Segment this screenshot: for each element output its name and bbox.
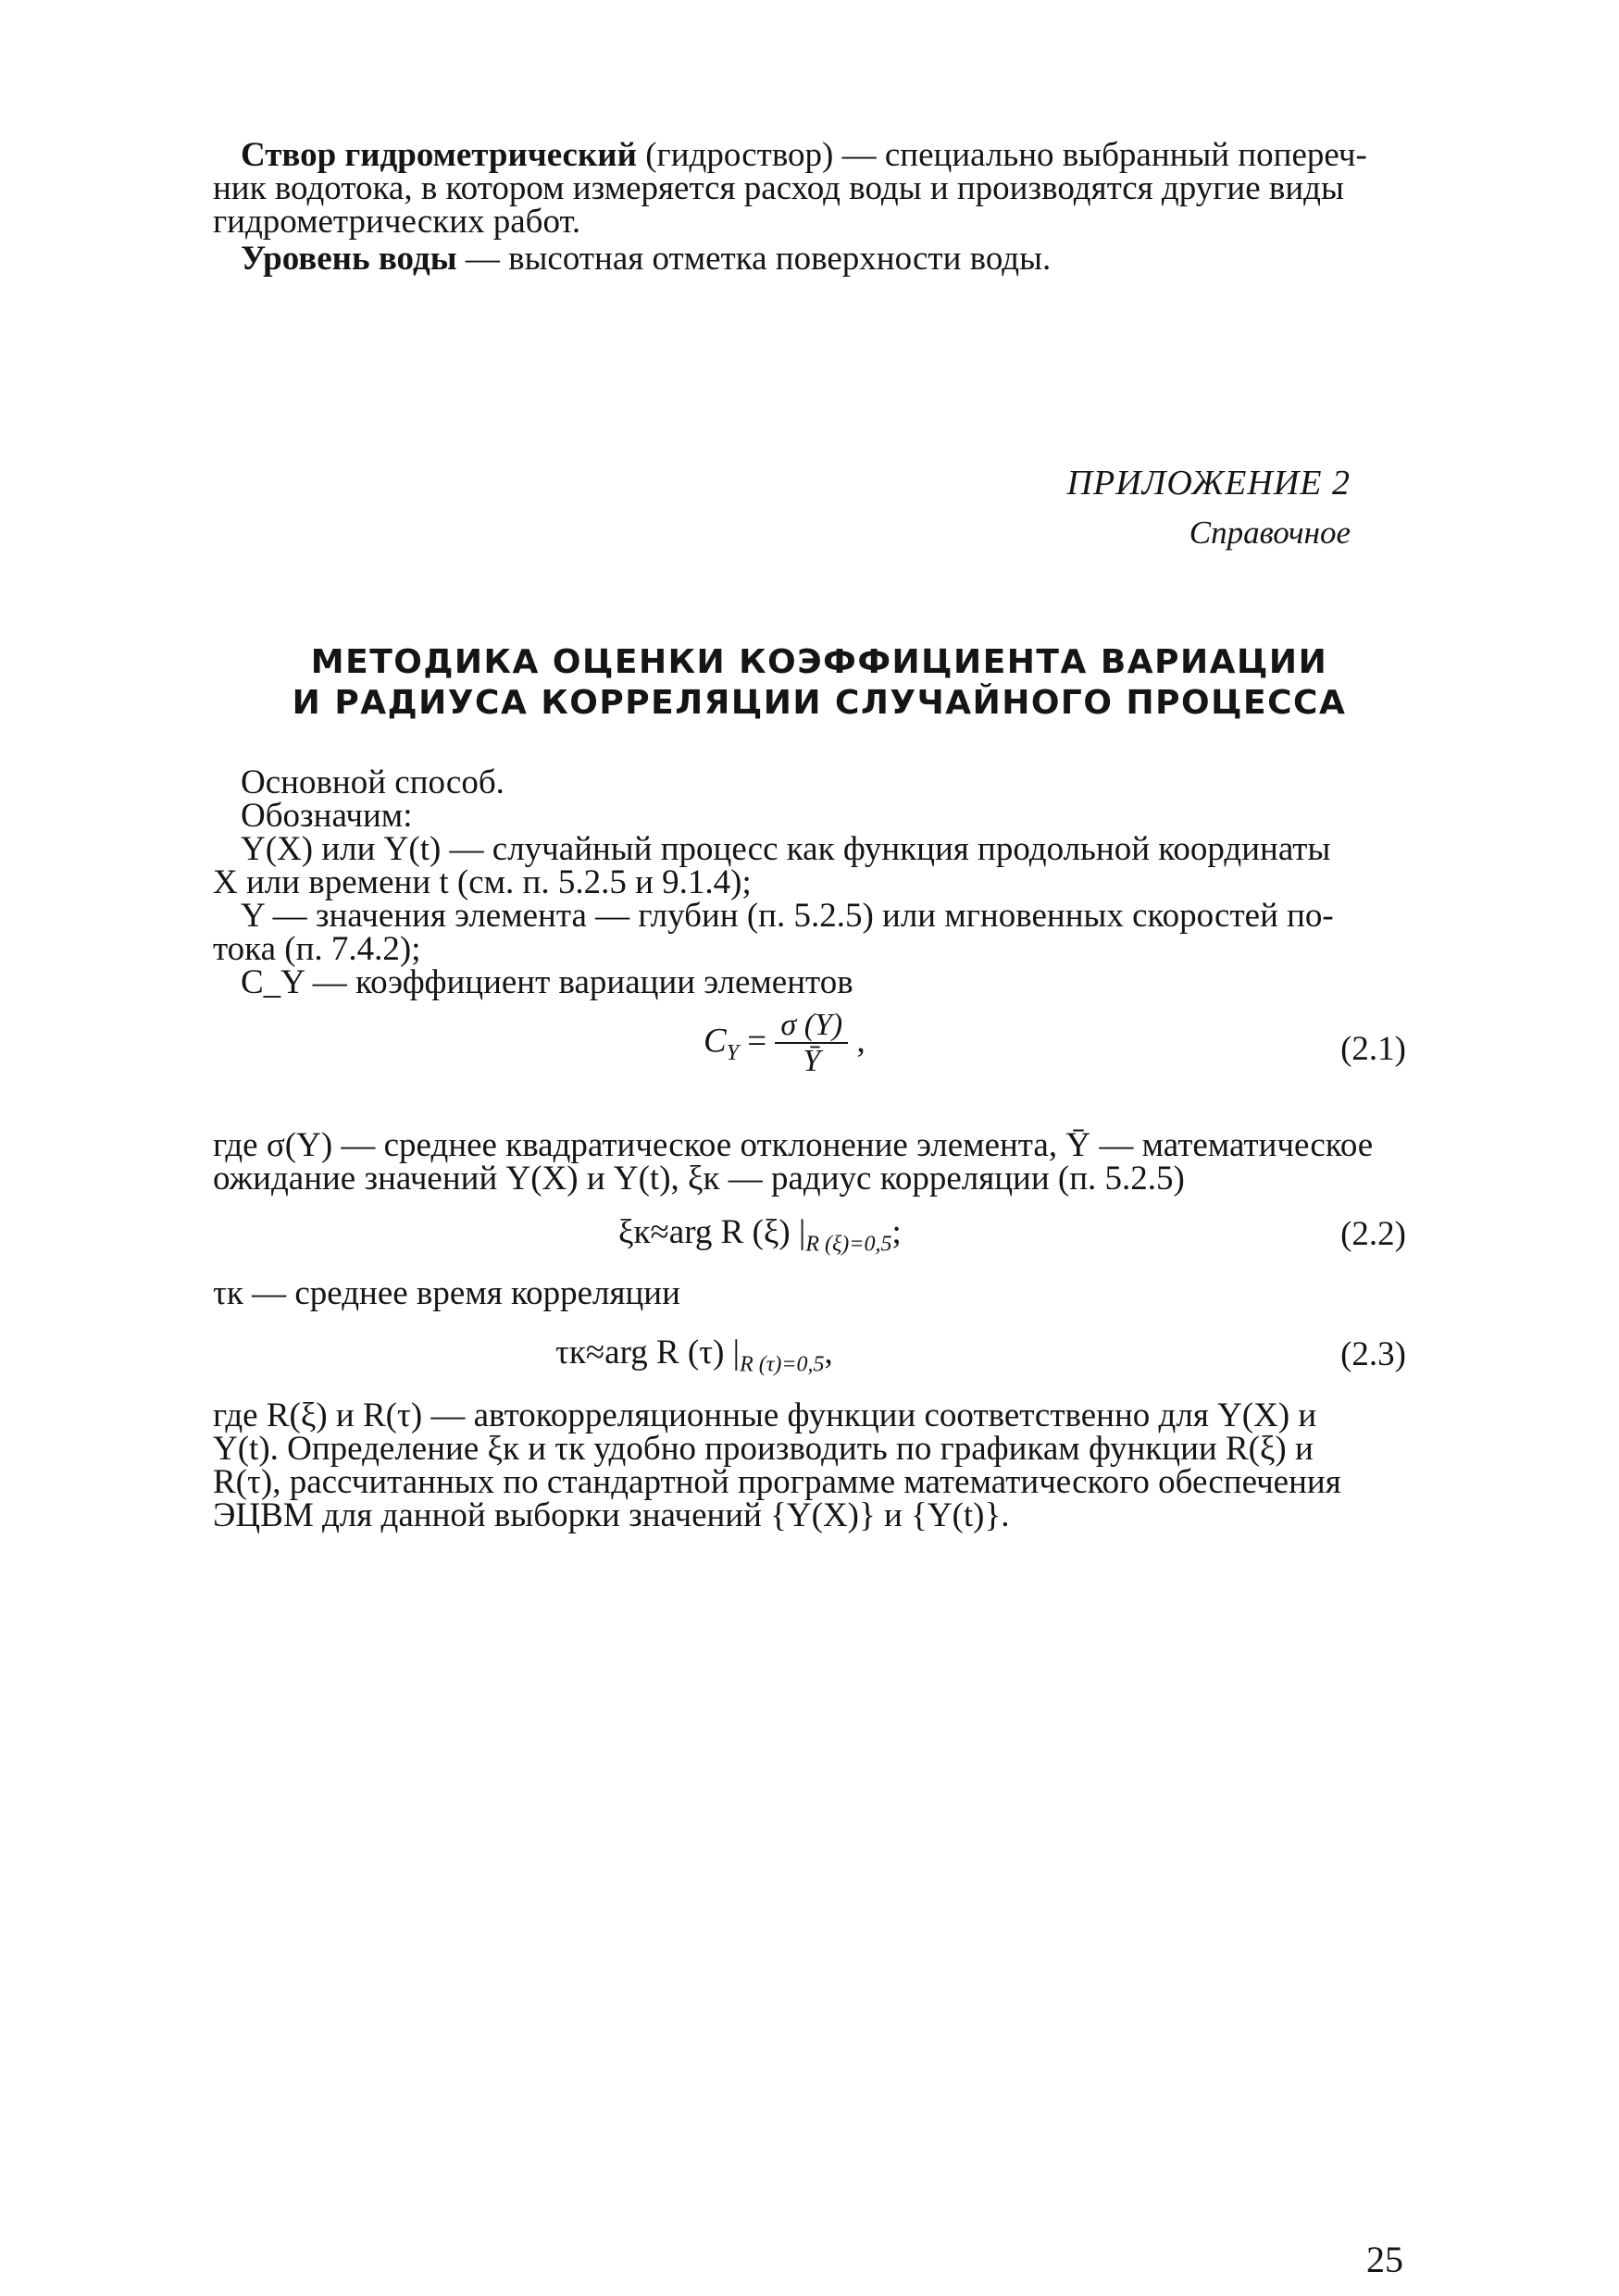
section-title [213, 642, 1426, 724]
formula-subscript: Y [726, 1040, 740, 1065]
equation-number: (2.1) [1340, 1030, 1406, 1068]
term-water-level: Уровень воды [241, 240, 457, 278]
term-stvor: Створ гидрометрический [241, 136, 637, 174]
title-line: МЕТОДИКА ОЦЕНКИ КОЭФФИЦИЕНТА ВАРИАЦИИ [310, 643, 1328, 681]
definition-text: гидрометрических работ. [213, 203, 581, 241]
formula-2-2: ξк≈arg R (ξ) $|_{R (\xi)=0,5}$; [618, 1213, 902, 1257]
definition-text: (гидроствор) — специально выбранный попереч- [636, 136, 1367, 174]
paragraph-sigma [213, 1126, 1426, 1198]
page-number: 25 [1366, 2239, 1403, 2280]
text-line: R(τ), рассчитанных по стандартной программе математического обеспечения [213, 1463, 1341, 1501]
appendix-type: Справочное [1189, 515, 1351, 551]
equation-number: (2.3) [1340, 1335, 1406, 1373]
paragraph: Основной способ. [241, 763, 504, 801]
paragraph: Обозначим: [241, 797, 413, 835]
paragraph: τк — среднее время корреляции [213, 1274, 680, 1312]
formula-subscript: R (τ)=0,5 [740, 1352, 825, 1377]
formula-2-1: $C_Y$ = $\frac{\sigma (Y)}{Ȳ}$ , [704, 1008, 866, 1078]
formula-2-3: τк≈arg R (τ) $|_{R (\tau)=0,5}$, [555, 1334, 833, 1377]
text-line: X или времени t (см. п. 5.2.5 и 9.1.4); [213, 863, 752, 901]
text-line: где R(ξ) и R(τ) — автокорреляционные функции соответственно для Y(X) и [213, 1396, 1317, 1434]
text-line: ЭЦВМ для данной выборки значений {Y(X)} и {Y(t)}. [213, 1496, 1010, 1534]
fraction-numerator: σ (Y) [775, 1009, 848, 1044]
equation-number: (2.2) [1340, 1215, 1406, 1253]
formula-expression: τк≈arg R (τ) | [555, 1334, 741, 1371]
formula-subscript: R (ξ)=0,5 [805, 1232, 892, 1257]
definition-water-level [213, 242, 1426, 276]
formula-symbol: C [704, 1022, 727, 1061]
fraction-denominator: Ȳ [803, 1044, 821, 1078]
text-line: где σ(Y) — среднее квадратическое отклонение элемента, Ȳ — математическое [213, 1126, 1374, 1164]
appendix-label: ПРИЛОЖЕНИЕ 2 [1066, 464, 1351, 503]
definition-hydrostvor [213, 136, 1426, 241]
text-line: тока (п. 7.4.2); [213, 930, 421, 968]
definition-text: ник водотока, в котором измеряется расход воды и производятся другие виды [213, 169, 1344, 207]
definition-text: — высотная отметка поверхности воды. [456, 240, 1052, 278]
text-line: Y(t). Определение ξк и τк удобно производить по графикам функции R(ξ) и [213, 1430, 1314, 1468]
formula-expression: ξк≈arg R (ξ) | [618, 1213, 806, 1251]
text-line: Y(X) или Y(t) — случайный процесс как функция продольной координаты [241, 830, 1331, 868]
title-line: И РАДИУСА КОРРЕЛЯЦИИ СЛУЧАЙНОГО ПРОЦЕССА [292, 684, 1347, 722]
paragraph-values [213, 897, 1426, 968]
text-line: ожидание значений Y(X) и Y(t), ξк — радиус корреляции (п. 5.2.5) [213, 1160, 1185, 1198]
paragraph-process [213, 830, 1426, 901]
paragraph: C_Y — коэффициент вариации элементов [241, 963, 853, 1001]
text-line: Y — значения элемента — глубин (п. 5.2.5) или мгновенных скоростей по- [241, 897, 1334, 935]
fraction [775, 1009, 848, 1079]
paragraph-autocorrelation [213, 1396, 1426, 1534]
